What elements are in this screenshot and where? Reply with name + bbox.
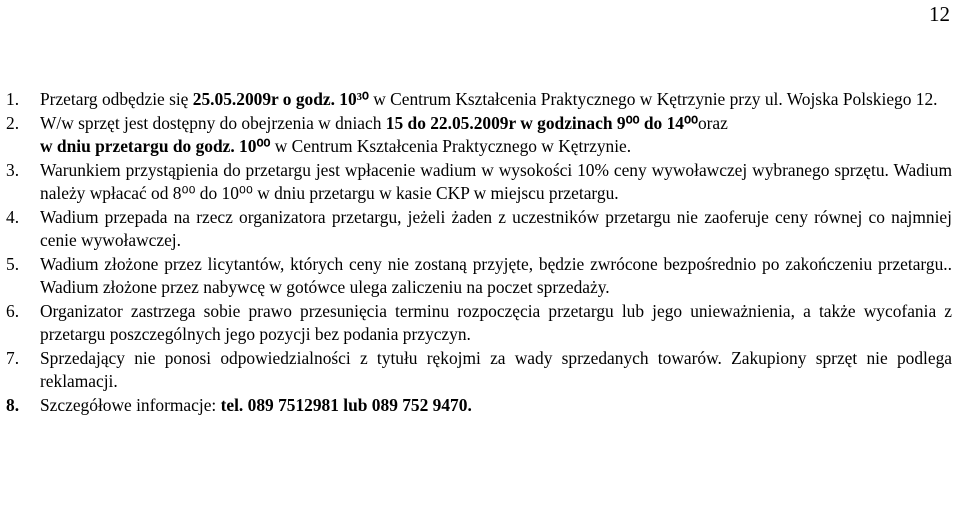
item-text: Wadium przepada na rzecz organizatora przetargu, jeżeli żaden z uczestników przetargu nie zaoferuje ceny równej co najmniej cenie wywoławczej. [40, 206, 952, 250]
page-number: 12 [929, 2, 950, 26]
list-item-1 [0, 88, 960, 112]
item-text: W/w sprzęt jest dostępny do obejrzenia w dniach 15 do 22.05.2009r w godzinach 9⁰⁰ do 14⁰⁰oraz w dniu przetargu do godz. 10⁰⁰ w Centrum Kształcenia Praktycznego w Kętrzynie. [40, 112, 728, 156]
item-text: Organizator zastrzega sobie prawo przesunięcia terminu rozpoczęcia przetargu lub jego unieważnienia, a także wycofania z przetargu poszczególnych jego pozycji bez podania przyczyn. [40, 300, 952, 344]
list-item-7 [0, 347, 960, 394]
item-text: Warunkiem przystąpienia do przetargu jest wpłacenie wadium w wysokości 10% ceny wywoławczej wybranego sprzętu. Wadium należy wpłacać od 8⁰⁰ do 10⁰⁰ w dniu przetargu w kasie CKP w miejscu przetargu. [40, 159, 952, 203]
item-number: 1. [6, 89, 20, 109]
list-item-4 [0, 206, 960, 253]
list-item-3 [0, 159, 960, 206]
item-text: Szczegółowe informacje: tel. 089 7512981 lub 089 752 9470. [40, 394, 472, 415]
item-text: Sprzedający nie ponosi odpowiedzialności z tytułu rękojmi za wady sprzedanych towarów. Zakupiony sprzęt nie podlega reklamacji. [40, 347, 952, 391]
item-number: 4. [6, 206, 20, 227]
list-item-2 [0, 112, 960, 159]
item-number: 3. [6, 159, 20, 180]
item-number: 6. [6, 300, 20, 321]
item-number: 5. [6, 253, 20, 274]
auction-terms-list [0, 88, 960, 417]
list-item-6 [0, 300, 960, 347]
list-item-8 [0, 394, 960, 418]
item-text: Przetarg odbędzie się 25.05.2009r o godz. 10³⁰ w Centrum Kształcenia Praktycznego w Kętrzynie przy ul. Wojska Polskiego 12. [40, 89, 938, 109]
list-item-5 [0, 253, 960, 300]
item-number: 7. [6, 347, 20, 368]
item-number: 8. [6, 394, 20, 415]
item-text: Wadium złożone przez licytantów, których ceny nie zostaną przyjęte, będzie zwrócone bezpośrednio po zakończeniu przetargu.. Wadium złożone przez nabywcę w gotówce ulega zaliczeniu na poczet sprzedaży. [40, 253, 952, 297]
item-number: 2. [6, 112, 20, 133]
